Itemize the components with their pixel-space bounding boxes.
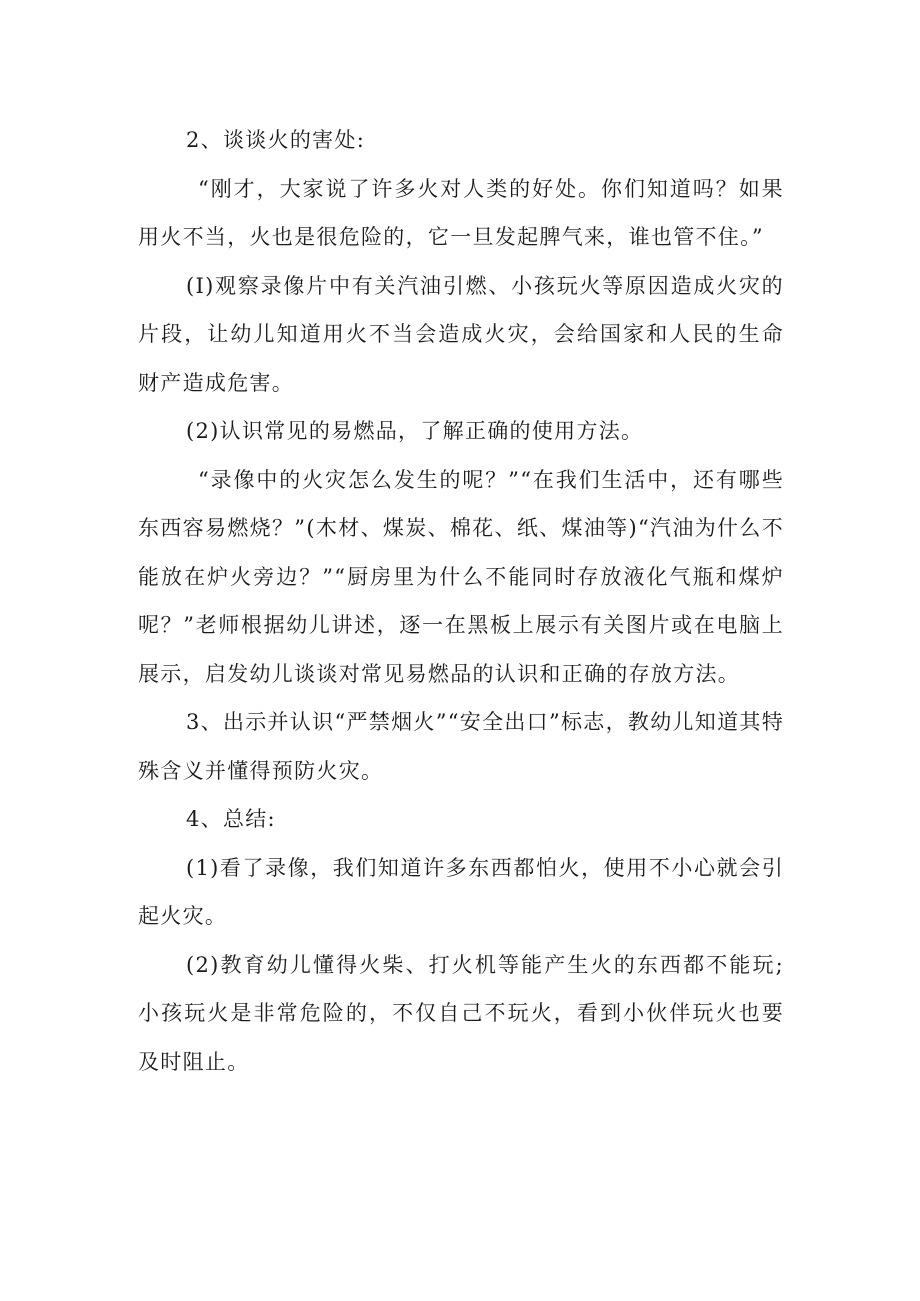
- section-heading-summary: 4、总结:: [186, 807, 276, 831]
- section-heading-signs: 3、出示并认识“严禁烟火”“安全出口”标志，教幼儿知道其特殊含义并懂得预防火灾。: [138, 710, 785, 783]
- document-body: [138, 116, 784, 1086]
- paragraph-questions: “录像中的火灾怎么发生的呢？”“在我们生活中，还有哪些东西容易燃烧？”(木材、煤炭、棉花、纸、煤油等)“汽油为什么不能放在炉火旁边？”“厨房里为什么不能同时存放液化气瓶和煤炉呢？”老师根据幼儿讲述，逐一在黑板上展示有关图片或在电脑上展示，启发幼儿谈谈对常见易燃品的认识和正确的存放方法。: [138, 467, 784, 686]
- paragraph-summary-1: (1)看了录像，我们知道许多东西都怕火，使用不小心就会引起火灾。: [138, 855, 784, 928]
- paragraph-teacher-quote: “刚才，大家说了许多火对人类的好处。你们知道吗？如果用火不当，火也是很危险的，它一旦发起脾气来，谁也管不住。”: [138, 176, 784, 249]
- paragraph-flammables: (2)认识常见的易燃品，了解正确的使用方法。: [186, 419, 644, 443]
- paragraph-summary-2: (2)教育幼儿懂得火柴、打火机等能产生火的东西都不能玩;小孩玩火是非常危险的，不仅自己不玩火，看到小伙伴玩火也要及时阻止。: [138, 952, 784, 1074]
- paragraph-observe-video: (I)观察录像片中有关汽油引燃、小孩玩火等原因造成火灾的片段，让幼儿知道用火不当会造成火灾，会给国家和人民的生命财产造成危害。: [138, 273, 784, 395]
- section-heading-harms: 2、谈谈火的害处:: [186, 128, 366, 152]
